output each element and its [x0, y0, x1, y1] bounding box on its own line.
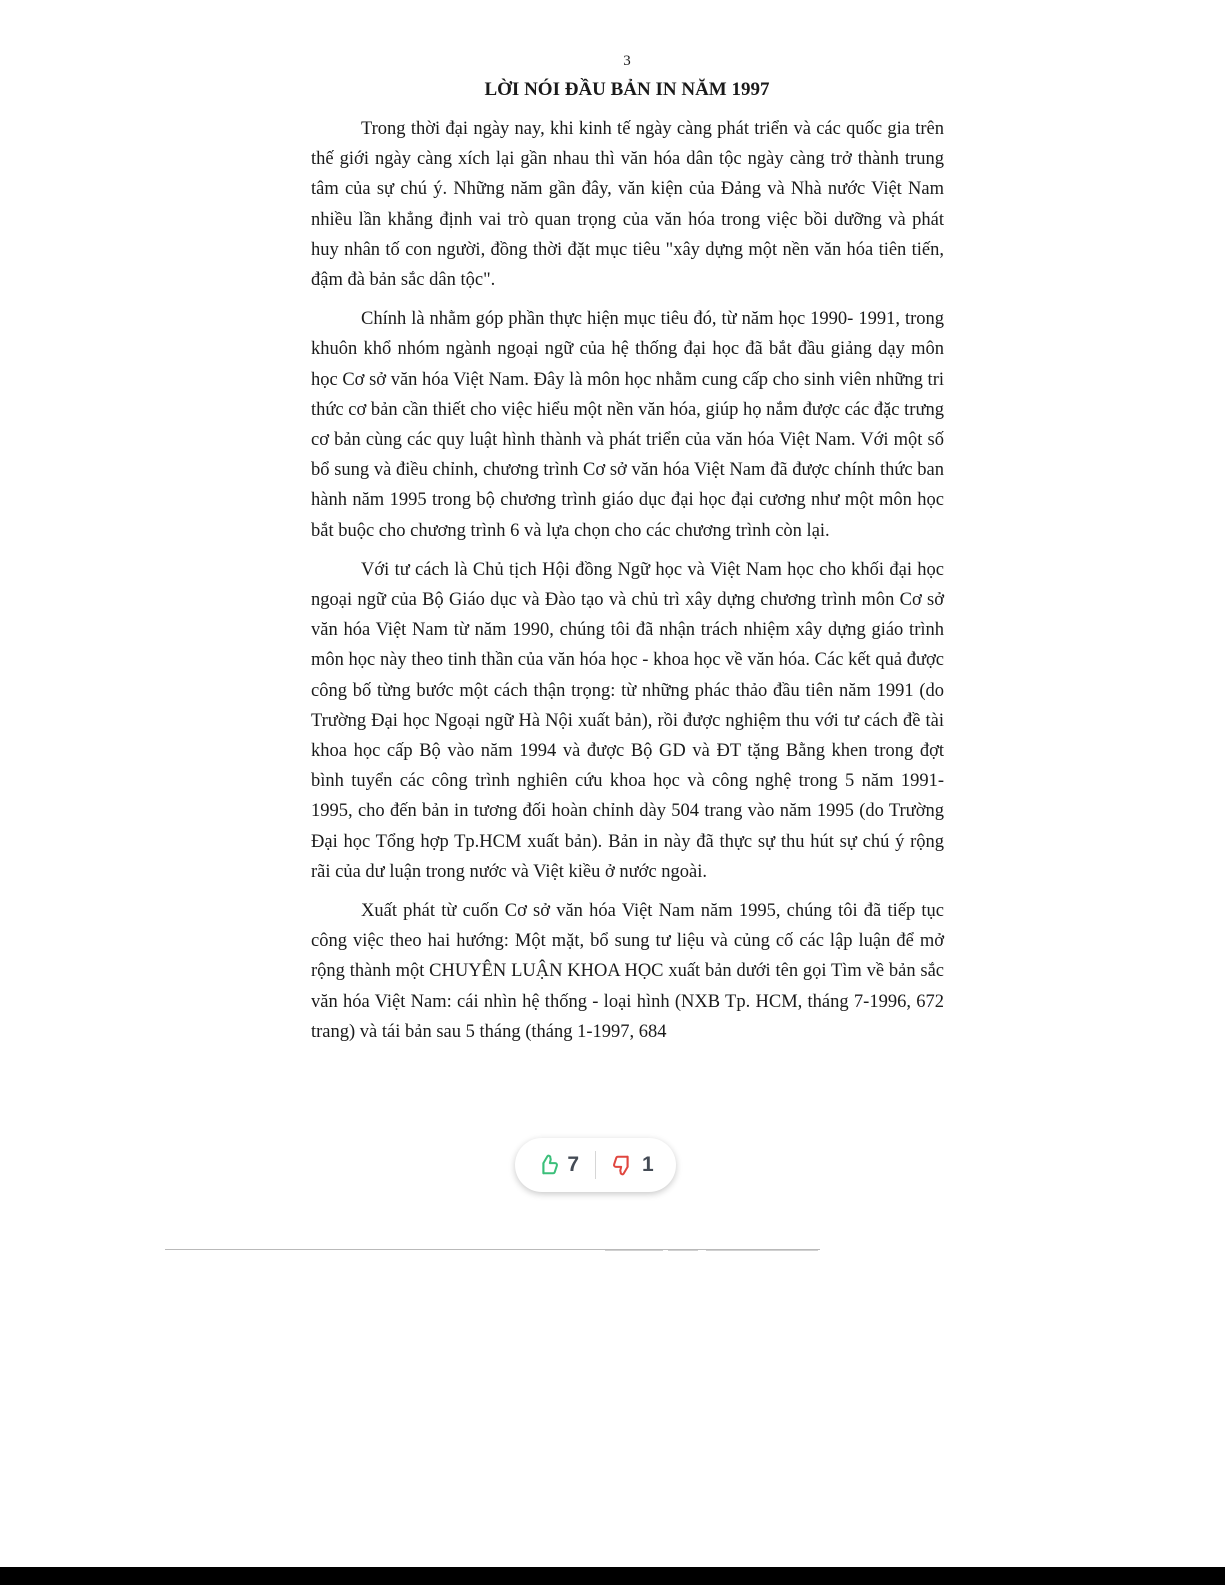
page-divider-fragment: [605, 1250, 663, 1251]
dislike-count: 1: [642, 1153, 654, 1176]
body-text: [311, 114, 944, 1056]
page-divider-fragment: [706, 1250, 818, 1251]
page-number: 3: [623, 53, 631, 69]
page-divider-fragment: [668, 1250, 698, 1251]
paragraph: Trong thời đại ngày nay, khi kinh tế ngày càng phát triển và các quốc gia trên thế giới ngày càng xích lại gần nhau thì văn hóa dân tộc ngày càng trở thành trung tâm của sự chú ý. Những năm gần đây, văn kiện của Đảng và Nhà nước Việt Nam nhiều lần khẳng định vai trò quan trọng của văn hóa trong việc bồi dưỡng và phát huy nhân tố con người, đồng thời đặt mục tiêu "xây dựng một nền văn hóa tiên tiến, đậm đà bản sắc dân tộc".: [311, 119, 944, 291]
paragraph: Với tư cách là Chủ tịch Hội đồng Ngữ học và Việt Nam học cho khối đại học ngoại ngữ của Bộ Giáo dục và Đào tạo và chủ trì xây dựng chương trình môn Cơ sở văn hóa Việt Nam từ năm 1990, chúng tôi đã nhận trách nhiệm xây dựng giáo trình môn học này theo tinh thần của văn hóa học - khoa học về văn hóa. Các kết quả được công bố từng bước một cách thận trọng: từ những phác thảo đầu tiên năm 1991 (do Trường Đại học Ngoại ngữ Hà Nội xuất bản), rồi được nghiệm thu với tư cách đề tài khoa học cấp Bộ vào năm 1994 và được Bộ GD và ĐT tặng Bằng khen trong đợt bình tuyển các công trình nghiên cứu khoa học và công nghệ trong 5 năm 1991-1995, cho đến bản in tương đối hoàn chỉnh dày 504 trang vào năm 1995 (do Trường Đại học Tổng hợp Tp.HCM xuất bản). Bản in này đã thực sự thu hút sự chú ý rộng rãi của dư luận trong nước và Việt kiều ở nước ngoài.: [311, 559, 944, 882]
reaction-bar: [515, 1138, 676, 1192]
paragraph: Xuất phát từ cuốn Cơ sở văn hóa Việt Nam năm 1995, chúng tôi đã tiếp tục công việc theo hai hướng: Một mặt, bổ sung tư liệu và củng cố các lập luận để mở rộng thành một CHUYÊN LUẬN KHOA HỌC xuất bản dưới tên gọi Tìm về bản sắc văn hóa Việt Nam: cái nhìn hệ thống - loại hình (NXB Tp. HCM, tháng 7-1996, 672 trang) và tái bản sau 5 tháng (tháng 1-1997, 684: [311, 901, 944, 1042]
thumbs-up-icon: [537, 1154, 559, 1176]
reaction-divider: [595, 1151, 596, 1179]
like-button[interactable]: [535, 1153, 581, 1177]
bottom-bar: [0, 1567, 1225, 1585]
like-count: 7: [567, 1153, 579, 1176]
dislike-button[interactable]: [610, 1153, 656, 1177]
paragraph: Chính là nhằm góp phần thực hiện mục tiêu đó, từ năm học 1990- 1991, trong khuôn khổ nhóm ngành ngoại ngữ của hệ thống đại học đã bắt đầu giảng dạy môn học Cơ sở văn hóa Việt Nam. Đây là môn học nhằm cung cấp cho sinh viên những tri thức cơ bản cần thiết cho việc hiểu một nền văn hóa, giúp họ nắm được các đặc trưng cơ bản cùng các quy luật hình thành và phát triển của văn hóa Việt Nam. Với một số bổ sung và điều chỉnh, chương trình Cơ sở văn hóa Việt Nam đã được chính thức ban hành năm 1995 trong bộ chương trình giáo dục đại học đại cương như một môn học bắt buộc cho chương trình 6 và lựa chọn cho các chương trình còn lại.: [311, 309, 944, 541]
thumbs-down-icon: [612, 1154, 634, 1176]
page-heading: LỜI NÓI ĐẦU BẢN IN NĂM 1997: [484, 79, 770, 100]
